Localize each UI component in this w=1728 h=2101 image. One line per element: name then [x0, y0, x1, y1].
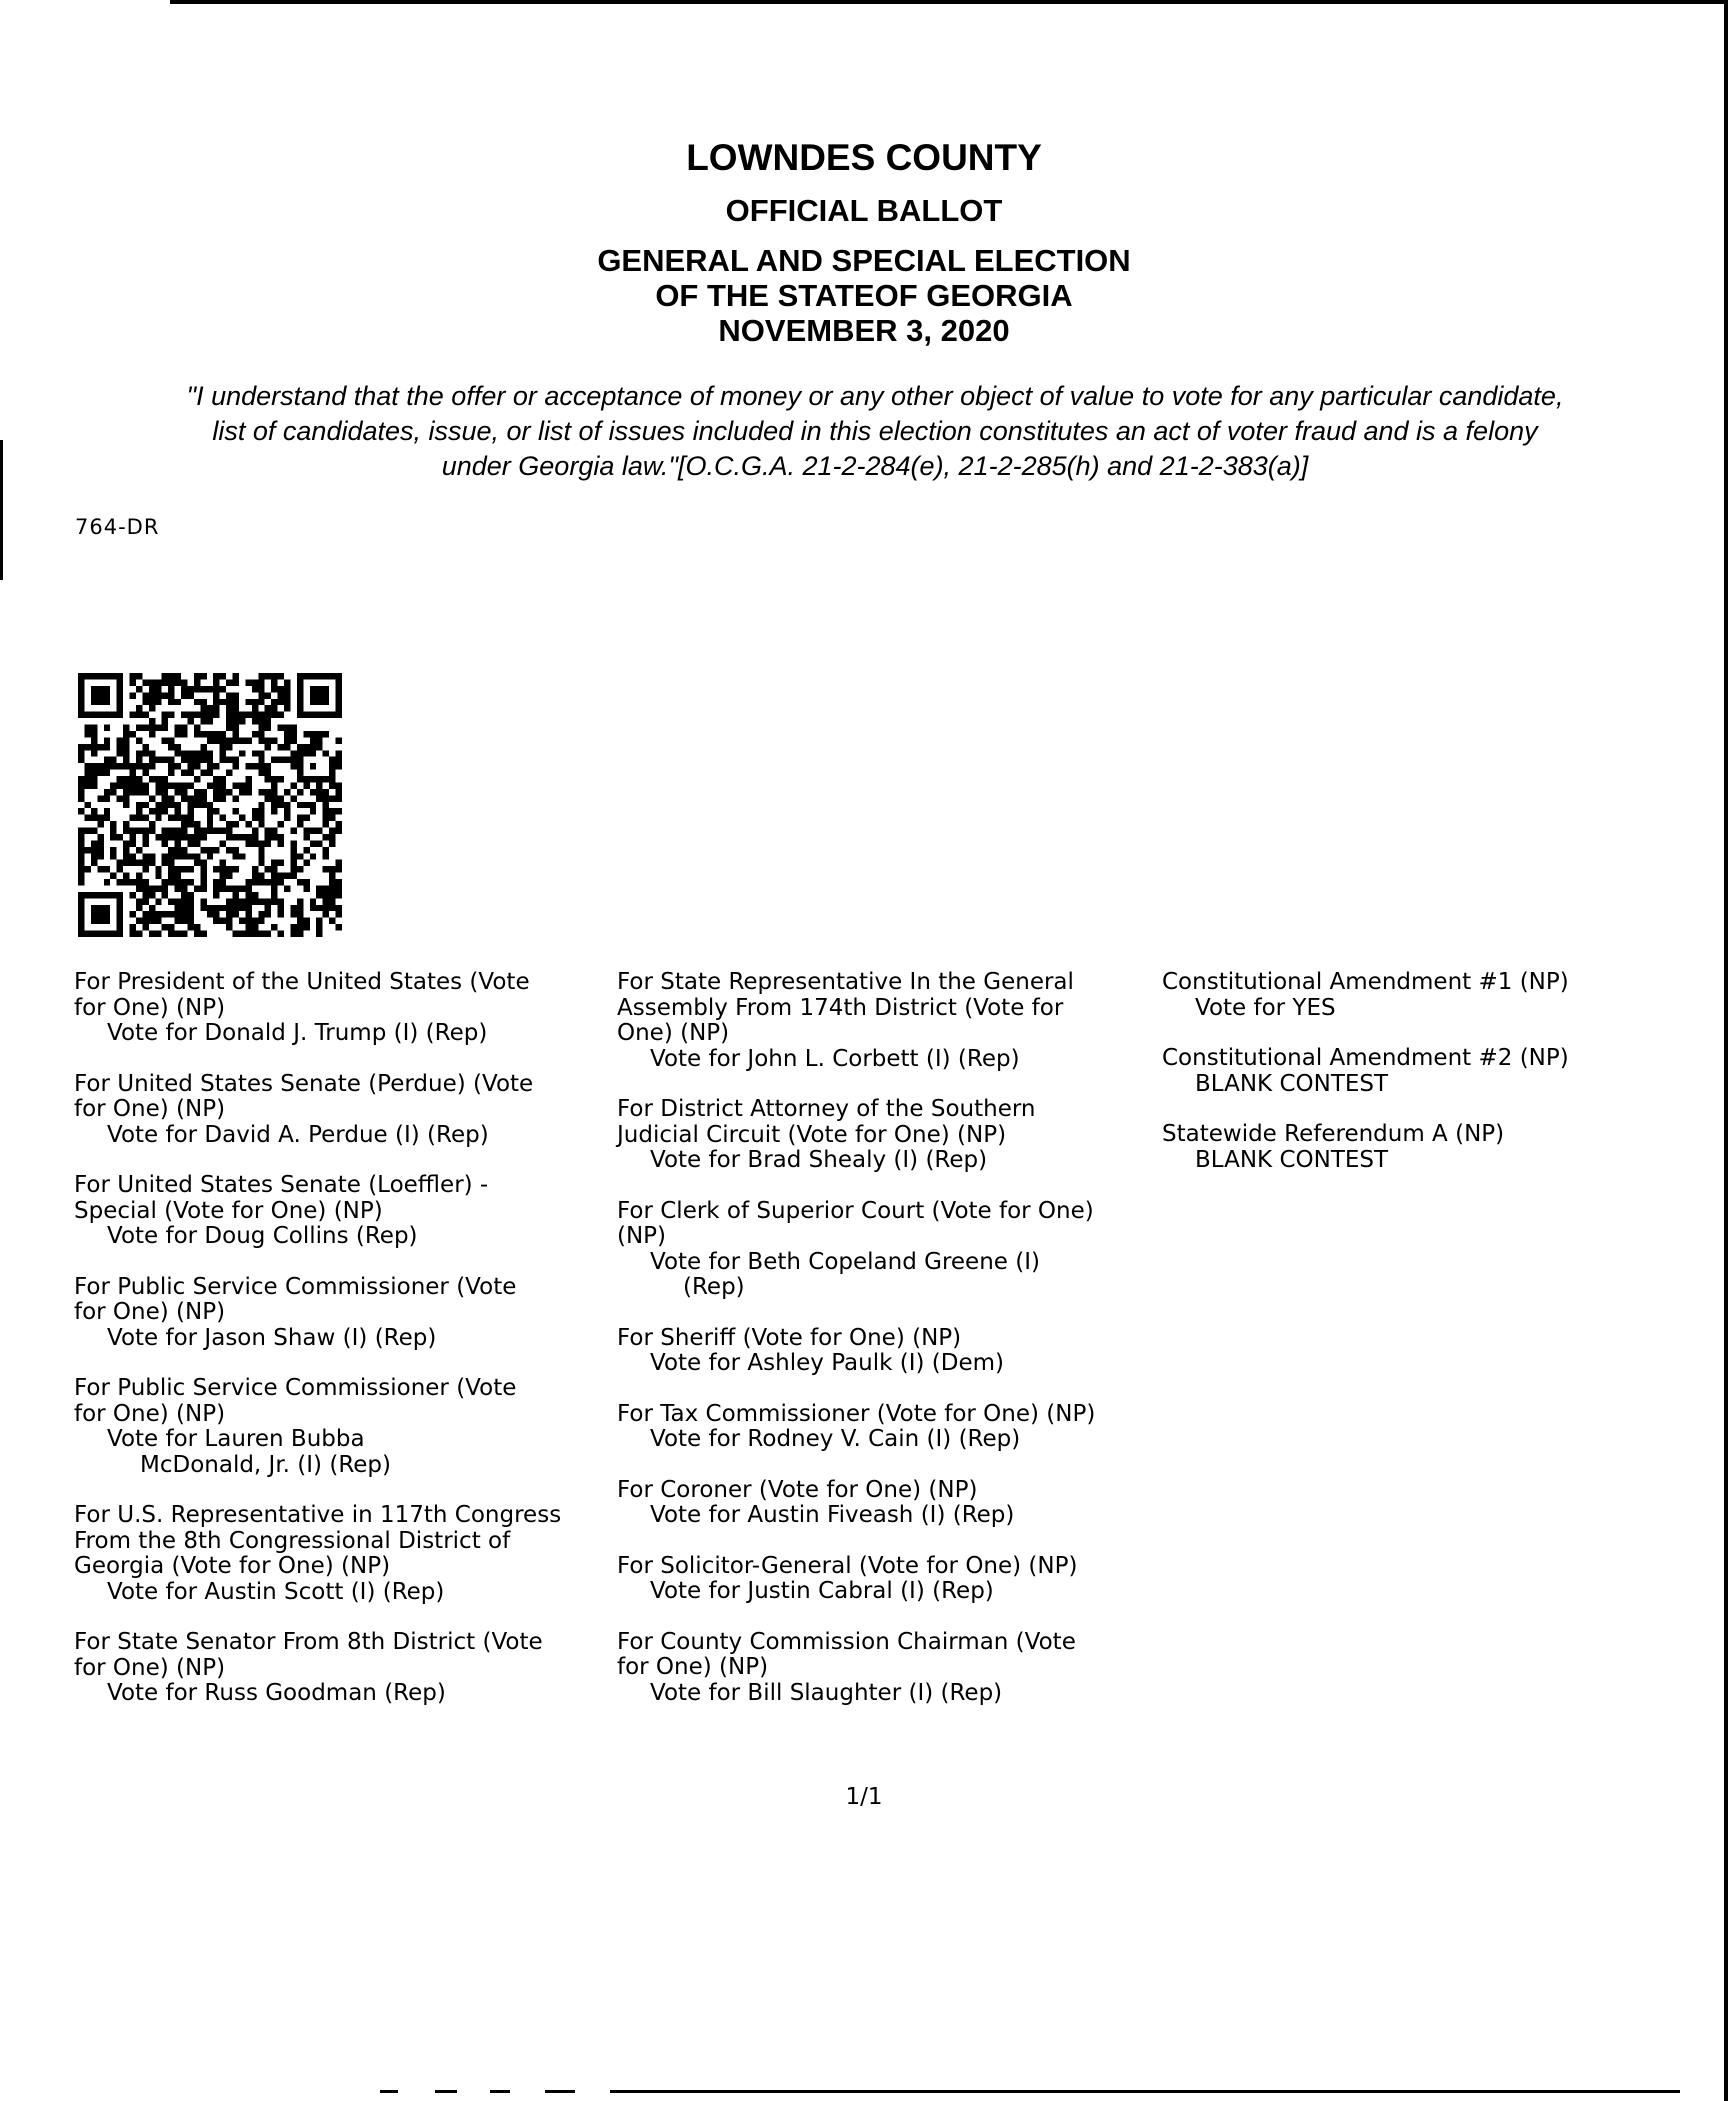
contest-office: For United States Senate (Loeffler) - [74, 1172, 489, 1198]
contest-selection: BLANK CONTEST [1195, 1070, 1389, 1097]
contest-selection: Vote for Lauren Bubba [107, 1426, 365, 1452]
election-title-line1: GENERAL AND SPECIAL ELECTION [597, 243, 1131, 278]
page-number: 1/1 [845, 1784, 883, 1810]
contest-office: For State Representative In the General [617, 969, 1074, 995]
contest-block [617, 1326, 1157, 1377]
contest-selection: Vote for Rodney V. Cain (I) (Rep) [650, 1426, 1021, 1452]
contest-office: For Clerk of Superior Court (Vote for One) [617, 1197, 1094, 1224]
contest-selection: Vote for Jason Shaw (I) (Rep) [107, 1324, 437, 1351]
contest-office: for One) (NP) [74, 1299, 226, 1325]
contest-selection: Vote for Beth Copeland Greene (I) [650, 1248, 1040, 1275]
contest-block [617, 1402, 1157, 1453]
contest-office: (NP) [617, 1223, 667, 1249]
contest-block [1162, 1046, 1702, 1097]
contest-office: For Coroner (Vote for One) (NP) [617, 1476, 978, 1503]
contest-office: One) (NP) [617, 1020, 730, 1046]
election-date: NOVEMBER 3, 2020 [718, 313, 1010, 348]
voter-fraud-notice [70, 379, 1680, 484]
contest-selection: Vote for John L. Corbett (I) (Rep) [650, 1045, 1020, 1072]
contest-office: For County Commission Chairman (Vote [617, 1628, 1076, 1655]
contest-selection: Vote for Brad Shealy (I) (Rep) [650, 1147, 988, 1173]
contest-selection: McDonald, Jr. (I) (Rep) [140, 1451, 391, 1478]
contest-block [617, 970, 1157, 1072]
contest-office: For Solicitor-General (Vote for One) (NP) [617, 1552, 1078, 1579]
notice-line: "I understand that the offer or acceptance of money or any other object of value to vote for any particular candidate, [186, 381, 1564, 411]
contest-office: Assembly From 174th District (Vote for [617, 994, 1064, 1021]
contest-office: Statewide Referendum A (NP) [1162, 1121, 1505, 1147]
contest-block [74, 1503, 604, 1605]
contest-selection: Vote for Doug Collins (Rep) [107, 1223, 418, 1249]
ballot-header [0, 136, 1728, 348]
contest-selection: Vote for YES [1195, 994, 1336, 1021]
contest-office: for One) (NP) [617, 1654, 769, 1680]
contest-selection: Vote for Justin Cabral (I) (Rep) [650, 1578, 994, 1604]
contest-office: For Public Service Commissioner (Vote [74, 1273, 517, 1300]
contest-block [74, 1630, 604, 1707]
notice-line: list of candidates, issue, or list of issues included in this election constitutes an act of voter fraud and is a felony [212, 416, 1538, 446]
contest-column-1 [74, 970, 604, 1732]
left-edge-mark [0, 440, 3, 580]
contest-office: for One) (NP) [74, 994, 226, 1021]
contest-office: For United States Senate (Perdue) (Vote [74, 1070, 534, 1097]
contest-office: For Tax Commissioner (Vote for One) (NP) [617, 1400, 1096, 1427]
contest-selection: Vote for Bill Slaughter (I) (Rep) [650, 1679, 1003, 1706]
contest-block [617, 1554, 1157, 1605]
bottom-edge-marks [380, 2090, 1680, 2093]
contest-office: For State Senator From 8th District (Vote [74, 1629, 543, 1655]
contest-office: for One) (NP) [74, 1400, 226, 1427]
contest-selection: Vote for Ashley Paulk (I) (Dem) [650, 1350, 1004, 1376]
contest-office: Special (Vote for One) (NP) [74, 1197, 383, 1224]
contest-office: for One) (NP) [74, 1096, 226, 1122]
contest-office: For U.S. Representative in 117th Congress [74, 1502, 562, 1528]
county-title: LOWNDES COUNTY [686, 137, 1042, 178]
ballot-type-title: OFFICIAL BALLOT [725, 193, 1003, 228]
contest-column-2 [617, 970, 1157, 1731]
contest-selection: BLANK CONTEST [1195, 1146, 1389, 1173]
qr-code-icon [72, 673, 348, 937]
contest-block [74, 1275, 604, 1352]
ballot-style-code: 764-DR [75, 515, 160, 539]
contest-block [617, 1199, 1157, 1301]
contest-selection: Vote for Donald J. Trump (I) (Rep) [107, 1020, 488, 1046]
election-title-line2: OF THE STATEOF GEORGIA [655, 278, 1073, 313]
contest-selection: Vote for David A. Perdue (I) (Rep) [107, 1121, 489, 1148]
contest-selection: Vote for Austin Scott (I) (Rep) [107, 1578, 445, 1605]
contest-selection: Vote for Russ Goodman (Rep) [107, 1680, 446, 1706]
contest-block [1162, 970, 1702, 1021]
contest-office: Constitutional Amendment #1 (NP) [1162, 969, 1569, 995]
contest-office: For District Attorney of the Southern [617, 1096, 1036, 1122]
contest-office: For President of the United States (Vote [74, 969, 530, 995]
contest-block [74, 1072, 604, 1149]
contest-office: Judicial Circuit (Vote for One) (NP) [617, 1121, 1007, 1148]
contest-office: Georgia (Vote for One) (NP) [74, 1553, 391, 1579]
contest-block [617, 1097, 1157, 1174]
contest-block [617, 1478, 1157, 1529]
contest-selection: (Rep) [683, 1274, 745, 1300]
contest-office: Constitutional Amendment #2 (NP) [1162, 1045, 1569, 1071]
contest-block [74, 970, 604, 1047]
contest-office: For Public Service Commissioner (Vote [74, 1375, 517, 1401]
contest-block [1162, 1122, 1702, 1173]
contest-office: From the 8th Congressional District of [74, 1527, 511, 1554]
contest-block [74, 1173, 604, 1250]
contest-column-3 [1162, 970, 1702, 1198]
top-border-line [170, 0, 1728, 4]
contest-block [74, 1376, 604, 1478]
contest-block [617, 1630, 1157, 1707]
contest-selection: Vote for Austin Fiveash (I) (Rep) [650, 1502, 1015, 1528]
contest-office: for One) (NP) [74, 1654, 226, 1681]
notice-line: under Georgia law."[O.C.G.A. 21-2-284(e), 21-2-285(h) and 21-2-383(a)] [441, 451, 1309, 481]
contest-office: For Sheriff (Vote for One) (NP) [617, 1324, 962, 1351]
